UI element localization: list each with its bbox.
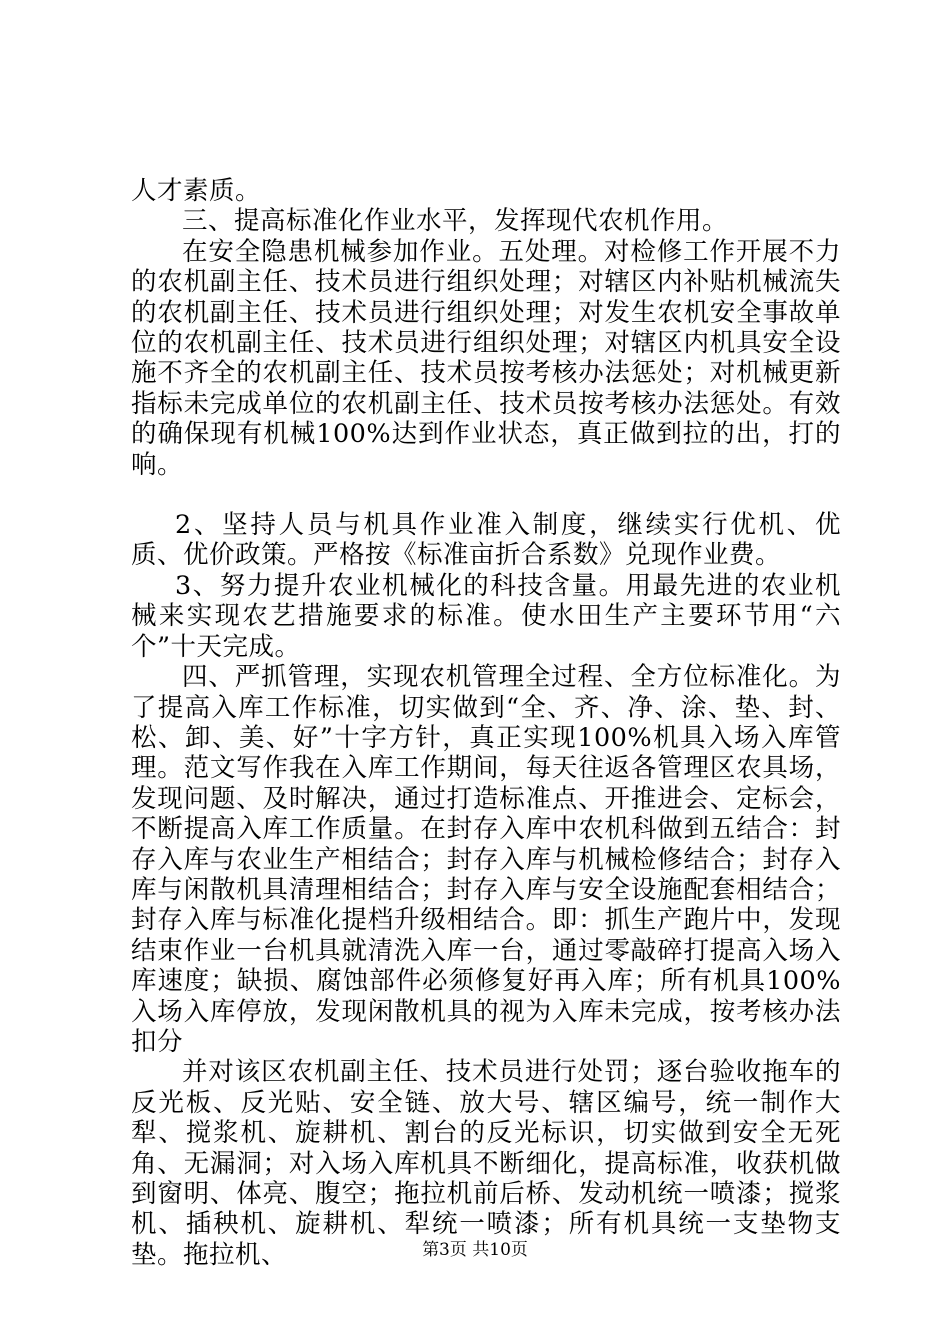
section-heading-3: 三、提高标准化作业水平，发挥现代农机作用。 <box>182 206 729 237</box>
page-footer: 第3页 共10页 <box>422 1240 528 1260</box>
paragraph-3: 在安全隐患机械参加作业。五处理。对检修工作开展不力的农机副主任、技术员进行组织处理；对辖区内补贴机械流失的农机副主任、技术员进行组织处理；对发生农机安全事故单位的农机副主任、技术员进行组织处理；对辖区内机具安全设施不齐全的农机副主任、技术员按考核办法惩处；对机械更新指标未完成单位的农机副主任、技术员按考核办法惩处。有效的确保现有机械100%达到作业状态，真正做到拉的出，打的响。 <box>131 236 841 480</box>
section-heading-4-paragraph: 四、严抓管理，实现农机管理全过程、全方位标准化。为了提高入库工作标准，切实做到“全、齐、净、涂、垫、封、松、卸、美、好”十字方针，真正实现100%机具入场入库管理。范文写作我在入库工作期间，每天往返各管理区农具场，发现问题、及时解决，通过打造标准点、开推进会、定标会，不断提高入库工作质量。在封存入库中农机科做到五结合：封存入库与农业生产相结合；封存入库与机械检修结合；封存入库与闲散机具清理相结合；封存入库与安全设施配套相结合；封存入库与标准化提档升级相结合。即：抓生产跑片中，发现结束作业一台机具就清洗入库一台，通过零敲碎打提高入场入库速度；缺损、腐蚀部件必须修复好再入库；所有机具100%入场入库停放，发现闲散机具的视为入库未完成，按考核办法扣分 <box>131 662 841 1057</box>
paragraph-gap <box>131 480 841 510</box>
paragraph-5: 3、努力提升农业机械化的科技含量。用最先进的农业机械来实现农艺措施要求的标准。使水田生产主要环节用“六个”十天完成。 <box>131 570 841 662</box>
paragraph-7: 并对该区农机副主任、技术员进行处罚；逐台验收拖车的反光板、反光贴、安全链、放大号、辖区编号，统一制作大犁、搅浆机、旋耕机、割台的反光标识，切实做到安全无死角、无漏洞；对入场入库机具不断细化，提高标准，收获机做到窗明、体亮、腹空；拖拉机前后桥、发动机统一喷漆；搅浆机、插秧机、旋耕机、犁统一喷漆；所有机具统一支垫物支垫。拖拉机、 <box>131 1057 841 1270</box>
paragraph-4: 2、坚持人员与机具作业准入制度，继续实行优机、优质、优价政策。严格按《标准亩折合系数》兑现作业费。 <box>131 510 841 571</box>
document-body <box>131 176 841 1270</box>
paragraph-1: 人才素质。 <box>131 176 262 206</box>
